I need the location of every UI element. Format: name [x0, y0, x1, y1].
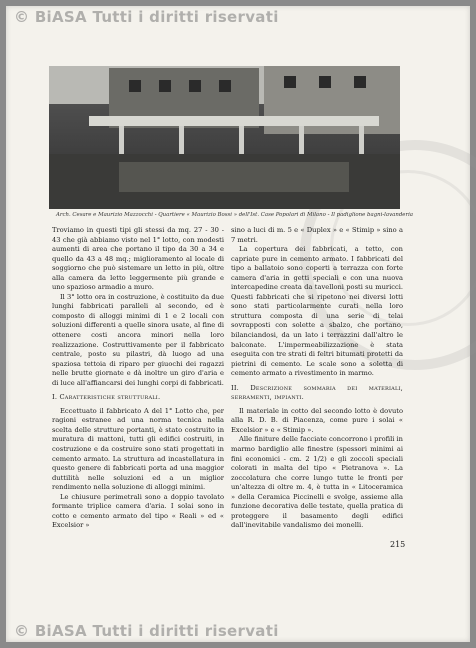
photo-caption: Arch. Cesare e Maurizio Mazzocchi - Quartiere « Maurizio Bossi » dell'Ist. Case Popolari di Milano - Il padiglione bagni-lavanderia — [56, 212, 414, 218]
section-heading: I. Caratteristiche strutturali. — [52, 393, 161, 402]
paragraph: Il 3° lotto ora in costruzione, è costituito da due lunghi fabbricati paralleli al secondo, ed è composto di alloggi minimi di 1 e 2 locali con soluzioni differenti a quelle sinora usate, al fine di ottenere costi ancora minori nella loro realizzazione. Costruttivamente per il fabbricato centrale, posto su pilastri, dà luogo ad una spaziosa tettoia di riparo per giuochi dei ragazzi nelle brutte giornate e dà inoltre un giro d'aria e di luce all'affiancarsi dei lunghi corpi di fabbricati. — [52, 292, 224, 387]
paragraph: sino a luci di m. 5 e « Duplex » e « Stimip » sino a 7 metri. — [231, 226, 403, 244]
paragraph: Alle finiture delle facciate concorrono i profili in marmo bardiglio alle finestre (spessori minimi ai fini economici - cm. 2 1/2) e gli zoccoli speciali colorati in malta del tipo « Pietranova ». La zoccolatura che corre lungo tutte le fronti per un'altezza di oltre m. 4, è tutta in « Litoceramica » della Ceramica Piccinelli e svolge, assieme alla funzione decorativa delle testate, quella pratica di proteggere il basamento degli edifici dall'inevitabile vandalismo dei monelli. — [231, 435, 403, 530]
paragraph: La copertura dei fabbricati, a tetto, con capriate pure in cemento armato. I fabbricati del tipo a ballatoio sono coperti a terrazza con forte camera d'aria in getti speciali e con una nuova intercapedine creata da tavelloni posti su muricci. Questi fabbricati che si ripetono nei diversi lotti sono stati particolarmente curati nella loro struttura composta di una serie di telai sovrapposti con solette a sbalzo, che portano, bilanciandosi, da un lato i terrazzini dall'altro le balconate. L'impermeabilizzazione è stata eseguita con tre strati di feltri bitumati protetti da pietrini di cemento. Le scale sono a soletta di cemento armato a rivestimento in marmo. — [231, 245, 403, 378]
section-heading: II. Descrizione sommaria dei materiali, serramenti, impianti. — [231, 383, 403, 402]
text-column-right — [231, 226, 403, 531]
page-number: 215 — [390, 540, 406, 549]
text-column-left — [52, 226, 224, 531]
watermark-top: © BiASA Tutti i diritti riservati — [14, 8, 279, 26]
watermark-bottom: © BiASA Tutti i diritti riservati — [14, 622, 279, 640]
paragraph: Le chiusure perimetrali sono a doppio tavolato formante triplice camera d'aria. I solai sono in cotto e cemento armato del tipo « Reali » ed « Excelsior » — [52, 492, 224, 530]
paragraph: Eccettuato il fabbricato A del 1° Lotto che, per ragioni estranee ad una norma tecnica nella scelta delle strutture portanti, è stato costruito in muratura di mattoni, tutti gli edifici costruiti, in costruzione e da costruire sono stati progettati in cemento armato. La struttura ad incastellatura in questo genere di fabbricati porta ad una maggior duttilità nelle soluzioni ed a un miglior rendimento nella soluzione di alloggi minimi. — [52, 406, 224, 492]
building-photograph — [49, 66, 400, 209]
paragraph: Il materiale in cotto del secondo lotto è dovuto alla R. D. B. di Piacenza, come pure i solai « Excelsior » e « Stimip ». — [231, 406, 403, 434]
paragraph: Troviamo in questi tipi gli stessi da mq. 27 - 30 - 43 che già abbiamo visto nel 1° lotto, con modesti aumenti di area che portano il tipo da 30 a 34 e quello da 43 a 48 mq.; miglioramento al locale di soggiorno che può sistemare un letto in più, oltre alla camera da letto leggermente più grande e uno spazioso armadio a muro. — [52, 226, 224, 292]
